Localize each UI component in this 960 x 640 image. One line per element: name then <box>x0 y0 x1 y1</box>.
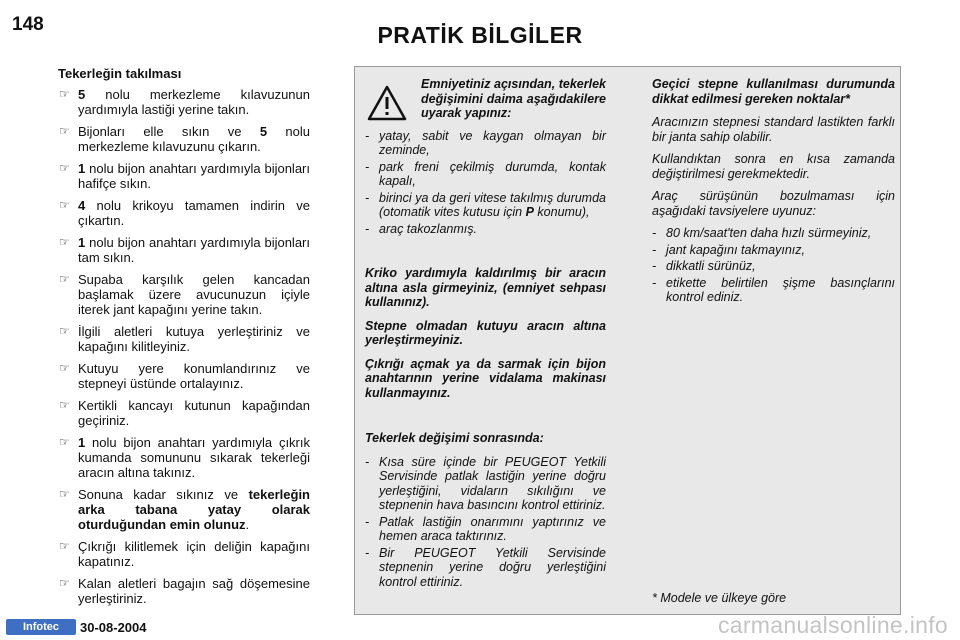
page-title: PRATİK BİLGİLER <box>377 22 583 48</box>
list-item <box>56 539 310 569</box>
pointing-hand-icon: ☞ <box>59 398 70 412</box>
list-item <box>56 124 310 154</box>
step-text: Çıkrığı kilitlemek için deliğin kapağını kapatınız. <box>78 539 310 569</box>
list-item: - dikkatli sürünüz, <box>652 259 895 274</box>
list-item <box>56 435 310 480</box>
list-item <box>56 487 310 532</box>
list-item: - Kısa süre içinde bir PEUGEOT Yetkili Servisinde patlak lastiğin yerine doğru yerleştiğini, vidaların sıkılığını ve stepnenin hava basıncını kontrol ettiriniz. <box>365 455 606 513</box>
list-item: - etikette belirtilen şişme basınçlarını kontrol ediniz. <box>652 276 895 305</box>
step-text: İlgili aletleri kutuya yerleştiriniz ve kapağını kilitleyiniz. <box>78 324 310 354</box>
pointing-hand-icon: ☞ <box>59 539 70 553</box>
step-text: Kalan aletleri bagajın sağ döşemesine yerleştiriniz. <box>78 576 310 606</box>
winch-warning: Çıkrığı açmak ya da sarmak için bijon anahtarının yerine vidalama makinası kullanmayınız. <box>365 356 606 400</box>
step-text: Sonuna kadar sıkınız ve tekerleğin arka tabana yatay olarak oturduğundan emin olunuz. <box>78 487 310 532</box>
list-item <box>56 576 310 606</box>
paragraph: Kullandıktan sonra en kısa zamanda değiştirilmesi gerekmektedir. <box>652 152 895 181</box>
list-item <box>56 161 310 191</box>
jack-warning: Kriko yardımıyla kaldırılmış bir aracın altına asla girmeyiniz, (emniyet sehpası kullanınız). <box>365 266 606 309</box>
step-text: 4 nolu krikoyu tamamen indirin ve çıkartın. <box>78 198 310 228</box>
pointing-hand-icon: ☞ <box>59 324 70 338</box>
list-item <box>56 324 310 354</box>
after-change-heading: Tekerlek değişimi sonrasında: <box>365 431 544 445</box>
page-number: 148 <box>12 14 44 35</box>
list-item <box>56 235 310 265</box>
warning-panel <box>354 66 901 615</box>
list-item <box>56 398 310 428</box>
safety-warning-heading: Emniyetiniz açısından, tekerlek değişimini daima aşağıdakilere uyarak yapınız: <box>421 77 606 120</box>
step-text: 1 nolu bijon anahtarı yardımıyla bijonları tam sıkın. <box>78 235 310 265</box>
driving-tips-list <box>652 226 895 305</box>
list-item <box>56 198 310 228</box>
list-item: - Patlak lastiğin onarımını yaptırınız ve hemen araca taktırınız. <box>365 515 606 544</box>
step-text: 1 nolu bijon anahtarı yardımıyla çıkrık kumanda somununu sıkarak tekerleği aracın altına takınız. <box>78 435 310 480</box>
step-text: 5 nolu merkezleme kılavuzunun yardımıyla lastiği yerine takın. <box>78 87 310 117</box>
infotec-logo: Infotec <box>6 619 76 635</box>
temporary-spare-column <box>652 77 895 313</box>
pointing-hand-icon: ☞ <box>59 87 70 101</box>
pointing-hand-icon: ☞ <box>59 124 70 138</box>
steps-list <box>56 87 310 606</box>
paragraph: Aracınızın stepnesi standard lastikten farklı bir janta sahip olabilir. <box>652 115 895 144</box>
pointing-hand-icon: ☞ <box>59 435 70 449</box>
list-item-text: konumu), <box>533 205 590 219</box>
after-change-list <box>365 455 606 590</box>
spare-warning: Stepne olmadan kutuyu aracın altına yerleştirmeyiniz. <box>365 318 606 347</box>
step-text: Bijonları elle sıkın ve 5 nolu merkezleme kılavuzunu çıkarın. <box>78 124 310 154</box>
list-item: - yatay, sabit ve kaygan olmayan bir zeminde, <box>365 129 606 158</box>
pointing-hand-icon: ☞ <box>59 361 70 375</box>
pointing-hand-icon: ☞ <box>59 576 70 590</box>
list-item: - jant kapağını takmayınız, <box>652 243 895 258</box>
pointing-hand-icon: ☞ <box>59 487 70 501</box>
paragraph: Araç sürüşünün bozulmaması için aşağıdaki tavsiyelere uyunuz: <box>652 189 895 218</box>
list-item: - park freni çekilmiş durumda, kontak kapalı, <box>365 160 606 189</box>
list-item <box>56 272 310 317</box>
pointing-hand-icon: ☞ <box>59 235 70 249</box>
list-item <box>365 191 606 220</box>
safety-conditions-list <box>365 129 606 237</box>
step-text: Kutuyu yere konumlandırınız ve stepneyi üstünde ortalayınız. <box>78 361 310 391</box>
watermark: carmanualsonline.info <box>717 612 948 638</box>
step-text: Kertikli kancayı kutunun kapağından geçiriniz. <box>78 398 310 428</box>
pointing-hand-icon: ☞ <box>59 198 70 212</box>
list-item: - 80 km/saat'ten daha hızlı sürmeyiniz, <box>652 226 895 241</box>
pointing-hand-icon: ☞ <box>59 272 70 286</box>
step-text: 1 nolu bijon anahtarı yardımıyla bijonları hafifçe sıkın. <box>78 161 310 191</box>
gear-position-label: P <box>525 205 534 219</box>
list-item <box>56 87 310 117</box>
footer-date: 30-08-2004 <box>80 620 147 635</box>
step-text: Supaba karşılık gelen kancadan başlamak üzere avucunuzun içiyle iterek jant kapağını yerine takın. <box>78 272 310 317</box>
footnote: * Modele ve ülkeye göre <box>652 591 787 605</box>
list-item: - araç takozlanmış. <box>365 222 606 237</box>
list-item: - Bir PEUGEOT Yetkili Servisinde stepnenin yerine doğru yerleştiğini kontrol ettiriniz. <box>365 546 606 590</box>
safety-column <box>365 77 606 597</box>
pointing-hand-icon: ☞ <box>59 161 70 175</box>
list-item-text: birinci ya da geri vitese takılmış durumda (otomatik vites kutusu için <box>379 190 606 219</box>
section-heading: Tekerleğin takılması <box>58 66 182 81</box>
instructions-column <box>56 66 310 613</box>
list-item <box>56 361 310 391</box>
temporary-spare-heading: Geçici stepne kullanılması durumunda dikkat edilmesi gereken noktalar* <box>652 77 895 106</box>
